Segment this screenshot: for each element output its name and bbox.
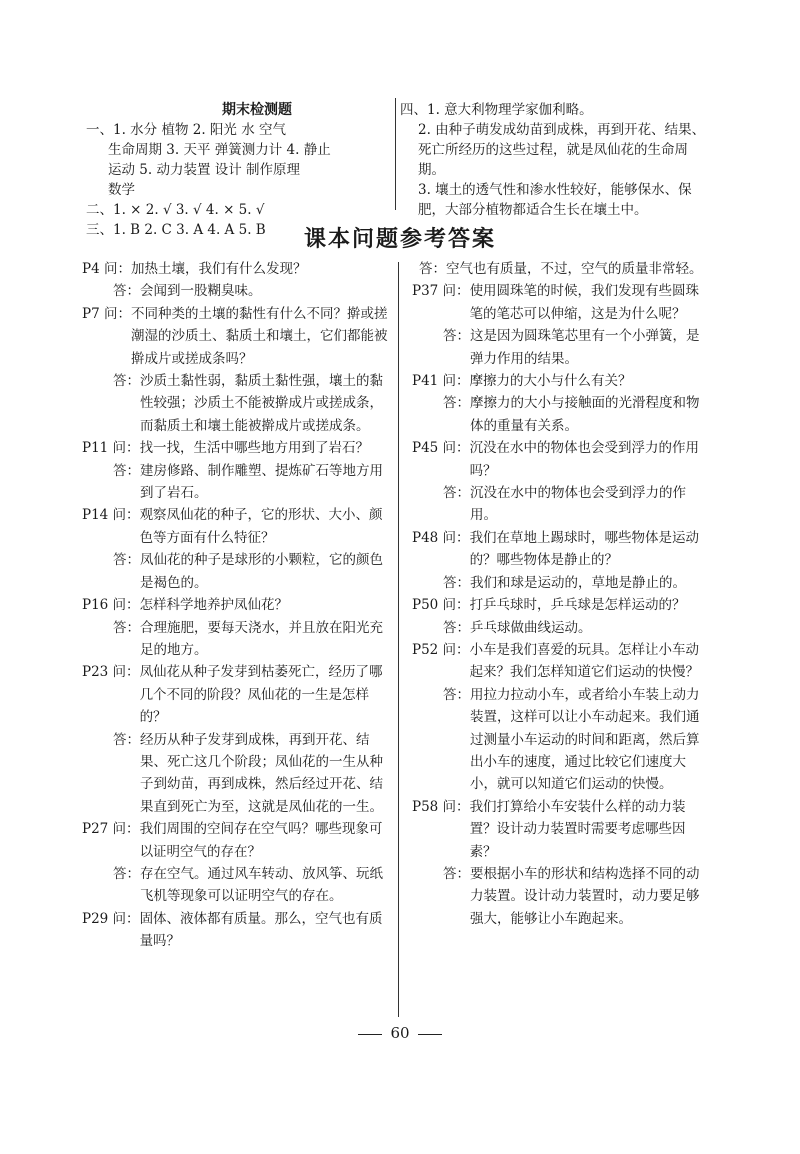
section-1-label: 一、: [86, 122, 113, 138]
answer-text: 会闻到一股糊臭味。: [140, 283, 262, 300]
answer: [412, 258, 710, 280]
section-3-text: 1. B 2. C 3. A 4. A 5. B: [113, 222, 266, 238]
question: [82, 908, 388, 953]
section-1-line-3: 运动 5. 动力装置 设计 制作原理: [108, 162, 301, 178]
question-tag: P4 问：: [82, 261, 131, 277]
answer: [412, 617, 710, 639]
question: [82, 504, 388, 549]
section-3-label: 三、: [86, 222, 113, 238]
question-tag: P48 问：: [412, 529, 470, 546]
answer: [412, 392, 710, 437]
answer-text: 用拉力拉动小车，或者给小车装上动力装置，这样可以让小车动起来。我们通过测量小车运动的时间和距离，然后算出小车的速度，通过比较它们速度大小，就可以知道它们运动的快慢。: [470, 686, 700, 793]
answer: [82, 729, 388, 819]
question-text: 怎样科学地养护凤仙花？: [139, 597, 289, 614]
answer-tag: 答：: [113, 619, 140, 636]
question-tag: P7 问：: [82, 305, 131, 322]
question-text: 小车是我们喜爱的玩具。怎样让小车动起来？我们怎样知道它们运动的快慢？: [469, 641, 700, 681]
question-tag: P29 问：: [82, 910, 140, 927]
answer-text: 沉没在水中的物体也会受到浮力的作用。: [470, 485, 686, 524]
question: [412, 370, 710, 392]
page-footer: [0, 1024, 800, 1042]
section-4-item-1: [400, 100, 710, 120]
question-text: 我们周围的空间存在空气吗？哪些现象可以证明空气的存在？: [139, 821, 383, 860]
question: [412, 796, 710, 863]
question: [412, 527, 710, 572]
section-2-label: 二、: [86, 202, 113, 218]
top-divider: [395, 98, 396, 210]
question-tag: P50 问：: [412, 597, 470, 614]
answer: [412, 572, 710, 594]
answer: [82, 863, 388, 908]
footer-dash-left: [358, 1034, 382, 1035]
answer: [412, 684, 710, 796]
question-text: 打乒乓球时，乒乓球是怎样运动的？: [469, 597, 686, 614]
question-tag: P45 问：: [412, 440, 470, 457]
question: [412, 280, 710, 325]
question-text: 我们打算给小车安装什么样的动力装置？设计动力装置时需要考虑哪些因素？: [469, 798, 686, 860]
section-4-item-1-text: 1. 意大利物理学家伽利略。: [427, 102, 593, 118]
question-text: 沉没在水中的物体也会受到浮力的作用吗？: [469, 440, 700, 479]
answer-text: 合理施肥，要每天浇水，并且放在阳光充足的地方。: [140, 619, 383, 658]
answer-text: 存在空气。通过风车转动、放风筝、玩纸飞机等现象可以证明空气的存在。: [140, 865, 383, 905]
answer-text: 沙质土黏性弱，黏质土黏性强，壤土的黏性较强；沙质土不能被擀成片或搓成条，而黏质土和壤土能被擀成片或搓成条。: [140, 373, 383, 434]
question: [82, 594, 388, 616]
answer-tag: 答：: [113, 865, 140, 882]
answer-text: 乒乓球做曲线运动。: [470, 619, 592, 636]
answer-text: 凤仙花的种子是球形的小颗粒，它的颜色是褐色的。: [140, 552, 383, 591]
question-tag: P14 问：: [82, 507, 140, 524]
section-4-label: 四、: [400, 102, 427, 118]
question: [82, 661, 388, 728]
answer-tag: 答：: [419, 261, 446, 277]
question-text: 使用圆珠笔的时候，我们发现有些圆珠笔的笔芯可以伸缩，这是为什么呢？: [469, 283, 700, 322]
answer-text: 我们和球是运动的，草地是静止的。: [470, 574, 686, 591]
question: [412, 594, 710, 616]
answer-text: 建房修路、制作雕塑、提炼矿石等地方用到了岩石。: [140, 462, 383, 502]
answer-text: 这是因为圆珠笔芯里有一个小弹簧，是弹力作用的结果。: [470, 328, 700, 367]
right-column: [412, 258, 710, 930]
question-text: 摩擦力的大小与什么有关？: [469, 373, 632, 390]
section-4-item-3: 3. 壤土的透气性和渗水性较好，能够保水、保肥，大部分植物都适合生长在壤土中。: [418, 182, 692, 218]
question: [412, 639, 710, 684]
exam-answers-left: [86, 100, 388, 240]
exam-title: 期末检测题: [222, 102, 292, 118]
answer: [82, 549, 388, 594]
answer: [82, 460, 388, 505]
answer-tag: 答：: [443, 686, 470, 703]
question: [82, 437, 388, 459]
question-tag: P23 问：: [82, 664, 140, 681]
question-tag: P41 问：: [412, 373, 470, 390]
answer-tag: 答：: [443, 619, 470, 636]
question-tag: P27 问：: [82, 821, 140, 838]
section-1-line-4: 数学: [108, 182, 135, 198]
footer-dash-right: [418, 1034, 442, 1035]
question-tag: P16 问：: [82, 597, 140, 614]
answer-text: 摩擦力的大小与接触面的光滑程度和物体的重量有关系。: [470, 395, 700, 434]
exam-answers-right: [400, 100, 710, 220]
question-text: 加热土壤，我们有什么发现？: [130, 261, 307, 277]
question-text: 我们在草地上踢球时，哪些物体是运动的？哪些物体是静止的？: [469, 529, 700, 569]
question: [82, 258, 388, 280]
section-1-line-2: 生命周期 3. 天平 弹簧测力计 4. 静止: [108, 142, 331, 158]
section-4-item-2: 2. 由种子萌发成幼苗到成株，再到开花、结果、死亡所经历的这些过程，就是凤仙花的生命周期。: [418, 122, 706, 178]
question-text: 观察凤仙花的种子，它的形状、大小、颜色等方面有什么特征？: [139, 507, 383, 546]
question: [82, 303, 388, 370]
exam-section-1: [86, 120, 388, 140]
answer-text: 要根据小车的形状和结构选择不同的动力装置。设计动力装置时，动力要足够强大，能够让小车跑起来。: [470, 865, 700, 927]
question-text: 固体、液体都有质量。那么，空气也有质量吗？: [139, 910, 383, 950]
answer-tag: 答：: [443, 395, 470, 412]
section-2-text: 1. × 2. √ 3. √ 4. × 5. √: [113, 202, 265, 218]
answer: [82, 280, 388, 302]
answer: [82, 370, 388, 437]
left-column: [82, 258, 388, 953]
answer-text: 经历从种子发芽到成株，再到开花、结果、死亡这几个阶段；凤仙花的一生从种子到幼苗，再到成株，然后经过开花、结果直到死亡为至，这就是凤仙花的一生。: [140, 731, 383, 815]
question: [412, 437, 710, 482]
question-tag: P37 问：: [412, 283, 470, 300]
question-text: 不同种类的土壤的黏性有什么不同？擀或搓潮湿的沙质土、黏质土和壤土，它们都能被擀成片或搓成条吗？: [130, 305, 388, 367]
answer-tag: 答：: [443, 328, 470, 345]
question-tag: P52 问：: [412, 641, 470, 658]
answer-tag: 答：: [443, 865, 470, 882]
exam-section-2: [86, 200, 388, 220]
answer: [412, 325, 710, 370]
answer-tag: 答：: [113, 373, 140, 390]
answer: [82, 617, 388, 662]
question-tag: P11 问：: [82, 440, 140, 457]
question: [82, 818, 388, 863]
answer-tag: 答：: [113, 552, 140, 569]
answer: [412, 482, 710, 527]
question-tag: P58 问：: [412, 798, 470, 815]
answer: [412, 863, 710, 930]
column-divider: [398, 262, 399, 1017]
answer-tag: 答：: [443, 485, 470, 502]
answer-tag: 答：: [113, 462, 140, 479]
answer-text: 空气也有质量，不过，空气的质量非常轻。: [446, 261, 703, 277]
answer-tag: 答：: [443, 574, 470, 591]
answer-tag: 答：: [113, 283, 140, 300]
section-title: 课本问题参考答案: [303, 227, 496, 252]
answer-tag: 答：: [113, 731, 140, 748]
question-text: 凤仙花从种子发芽到枯萎死亡，经历了哪几个不同的阶段？凤仙花的一生是怎样的？: [139, 664, 383, 726]
question-text: 找一找，生活中哪些地方用到了岩石？: [139, 440, 370, 457]
section-1-line-1: 1. 水分 植物 2. 阳光 水 空气: [113, 122, 287, 138]
page-number: 60: [390, 1024, 410, 1042]
